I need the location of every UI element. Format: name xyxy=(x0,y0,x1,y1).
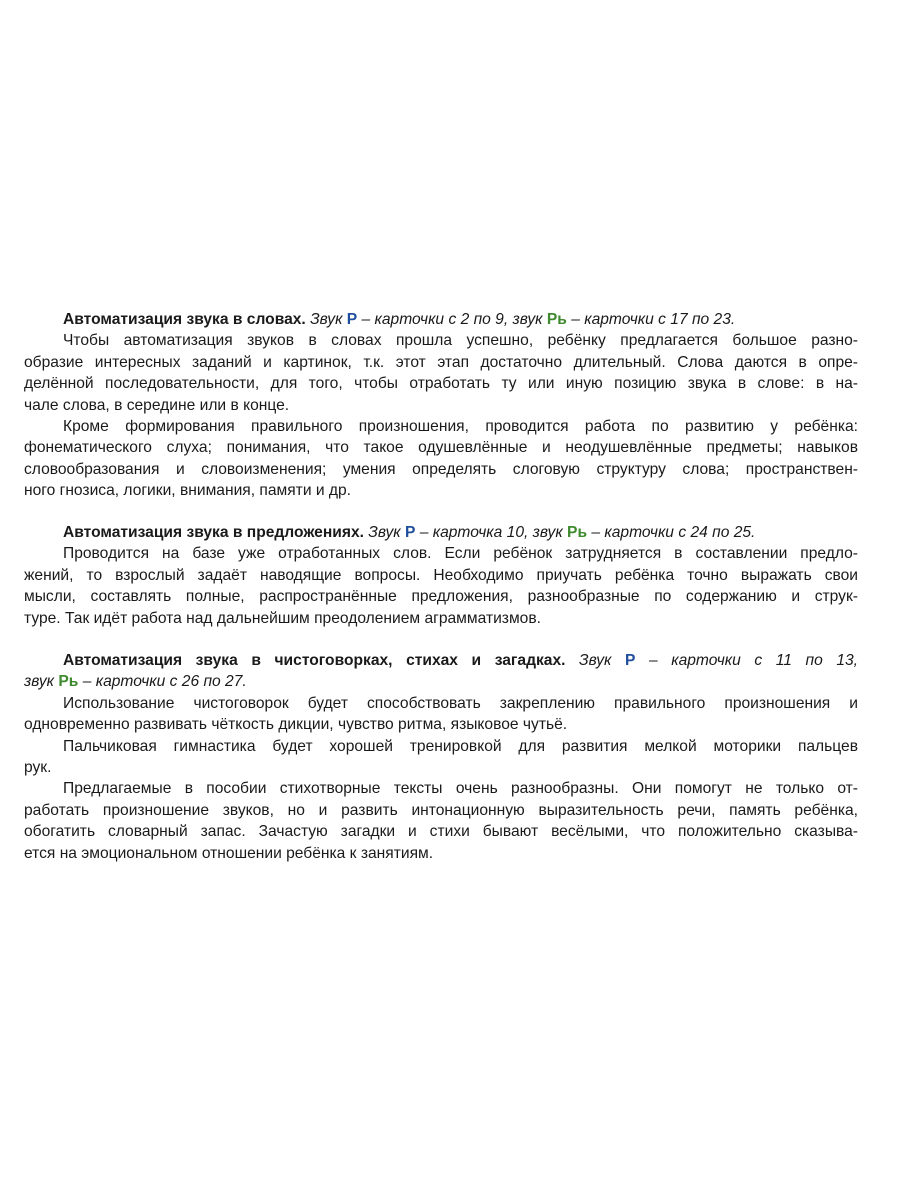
text-line xyxy=(24,480,858,501)
text-line xyxy=(24,671,858,692)
text-line xyxy=(24,714,858,735)
text-span: Звук xyxy=(368,524,405,541)
text-line xyxy=(24,843,858,864)
text-span: Пальчиковая гимнастика будет хорошей тренировкой для развития мелкой моторики пальцев xyxy=(63,737,858,755)
section-heading-line xyxy=(24,522,858,543)
text-span: мысли, составлять полные, распространённые предложения, разнообразные по содержанию и струк- xyxy=(24,588,858,606)
text-span: одновременно развивать чёткость дикции, чувство ритма, языковое чутьё. xyxy=(24,716,568,734)
sound-r-label: Р xyxy=(404,524,416,541)
text-line xyxy=(24,757,858,778)
sound-rj-label: Рь xyxy=(546,311,567,328)
text-line xyxy=(24,586,858,607)
text-line xyxy=(24,352,858,373)
text-span: чале слова, в середине или в конце. xyxy=(24,396,290,414)
text-span: Использование чистоговорок будет способствовать закреплению правильного произношения и xyxy=(63,694,858,712)
heading-text: Автоматизация звука в предложениях. xyxy=(63,524,369,541)
text-span: – карточки с 11 по 13, xyxy=(635,652,858,669)
text-span: Звук xyxy=(579,652,625,669)
text-line xyxy=(24,736,858,757)
text-line xyxy=(24,543,858,564)
text-span: ного гнозиса, логики, внимания, памяти и др. xyxy=(24,482,352,500)
sound-r-label: Р xyxy=(346,311,358,328)
text-span: – карточки с 2 по 9, звук xyxy=(357,311,547,328)
section-heading-line xyxy=(24,309,858,330)
text-span: Кроме формирования правильного произношения, проводится работа по развитию у ребёнка: xyxy=(63,417,858,435)
text-line xyxy=(24,416,858,437)
text-line xyxy=(24,395,858,416)
text-span: делённой последовательности, для того, чтобы отработать ту или иную позицию звука в слове: в на- xyxy=(24,375,858,393)
text-span: жений, то взрослый задаёт наводящие вопросы. Необходимо приучать ребёнка точно выражать свои xyxy=(24,566,858,584)
section-heading-line xyxy=(24,650,858,671)
text-span: Чтобы автоматизация звуков в словах прошла успешно, ребёнку предлагается большое разно- xyxy=(63,332,858,350)
text-span: образие интересных заданий и картинок, т.к. этот этап достаточно длительный. Слова даются в опре- xyxy=(24,353,858,371)
section-sentences xyxy=(24,522,858,629)
text-span: звук xyxy=(24,673,59,691)
text-span: ется на эмоциональном отношении ребёнка к занятиям. xyxy=(24,844,434,862)
text-line xyxy=(24,437,858,458)
section-tongue-twisters xyxy=(24,650,858,864)
sound-r-label: Р xyxy=(624,652,636,669)
text-span: Предлагаемые в пособии стихотворные тексты очень разнообразны. Они помогут не только от- xyxy=(63,780,858,798)
text-line xyxy=(24,778,858,799)
sound-rj-label: Рь xyxy=(58,673,79,691)
text-line xyxy=(24,608,858,629)
sound-rj-label: Рь xyxy=(567,524,588,541)
text-span: Звук xyxy=(310,311,347,328)
section-words xyxy=(24,309,858,502)
heading-text: Автоматизация звука в чистоговорках, стихах и загадках. xyxy=(63,652,580,669)
text-span: – карточки с 26 по 27. xyxy=(78,673,247,691)
text-span: обогатить словарный запас. Зачастую загадки и стихи бывают весёлыми, что положительно сказыва- xyxy=(24,823,858,841)
text-span: рук. xyxy=(24,758,52,776)
text-line xyxy=(24,330,858,351)
text-line xyxy=(24,821,858,842)
text-span: – карточки с 24 по 25. xyxy=(587,524,756,541)
text-span: работать произношение звуков, но и развить интонационную выразительность речи, память ребёнка, xyxy=(24,801,858,819)
text-line xyxy=(24,373,858,394)
text-span: – карточки с 17 по 23. xyxy=(566,311,736,328)
text-line xyxy=(24,459,858,480)
text-line xyxy=(24,800,858,821)
text-span: – карточка 10, звук xyxy=(415,524,568,541)
text-span: фонематического слуха; понимания, что такое одушевлённые и неодушевлённые предметы; навыков xyxy=(24,439,858,457)
text-span: туре. Так идёт работа над дальнейшим преодолением аграмматизмов. xyxy=(24,609,541,627)
text-span: словообразования и словоизменения; умения определять слоговую структуру слова; пространствен- xyxy=(24,460,858,478)
text-line xyxy=(24,565,858,586)
text-span: Проводится на базе уже отработанных слов. Если ребёнок затрудняется в составлении предло- xyxy=(63,545,858,563)
text-line xyxy=(24,693,858,714)
heading-text: Автоматизация звука в словах. xyxy=(63,311,311,328)
